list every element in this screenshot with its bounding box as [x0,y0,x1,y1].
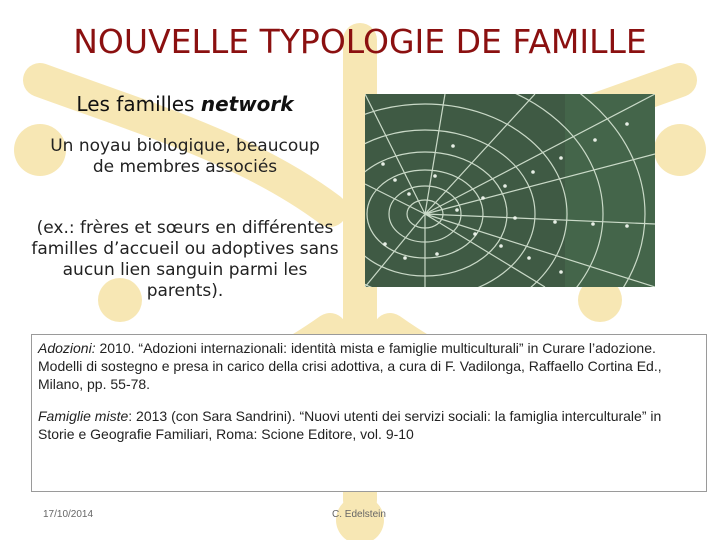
definition-text: Un noyau biologique, beaucoup de membres associés [50,136,320,177]
reference-text: 2010. “Adozioni internazionali: identità mista e famiglie multiculturali” in Curare l’adozione. Modelli di sostegno e presa in carico della crisi adottiva, a cura di F. Vadilonga, Raffaello Cortina Ed., Milano, pp. 55-78. [38,340,662,392]
footer-author: C. Edelstein [332,509,386,520]
footer-date: 17/10/2014 [43,509,94,520]
reference-label: Famiglie miste [38,408,129,424]
reference-item [38,407,700,443]
subtitle-prefix: Les familles [76,92,201,116]
reference-item [38,339,700,393]
reference-label: Adozioni: [38,340,96,356]
spider-web-photo [365,94,655,287]
example-text: (ex.: frères et sœurs en différentes familles d’accueil ou adoptives sans aucun lien sanguin parmi les parents). [31,218,339,301]
reference-text: : 2013 (con Sara Sandrini). “Nuovi utenti dei servizi sociali: la famiglia interculturale” in Storie e Geografie Familiari, Roma: Scione Editore, vol. 9-10 [38,408,662,442]
subtitle-emphasis: network [200,92,294,116]
slide-title: NOUVELLE TYPOLOGIE DE FAMILLE [73,22,647,61]
subtitle [40,92,330,116]
references-box [31,334,707,492]
